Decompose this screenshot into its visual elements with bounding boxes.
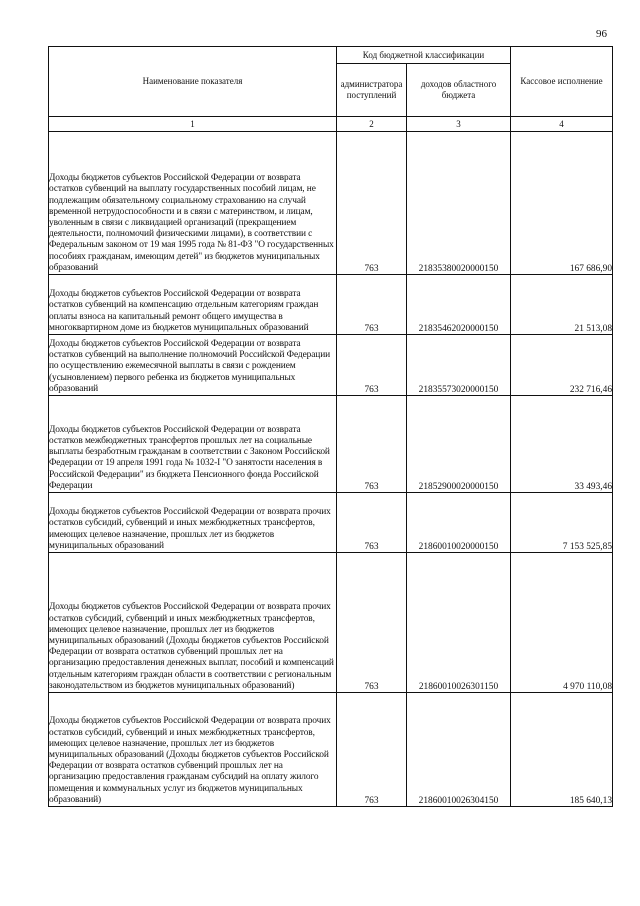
row-description: Доходы бюджетов субъектов Российской Федерации от возврата остатков субвенций на выплату государственных пособий лицам, не подлежащим обязательному социальному страхованию на случай временной нетрудоспособности и в связи с материнством, и лицам, уволенным в связи с ликвидацией организаций (прекращением деятельности, полномочий физическими лицами), в соответствии с Федеральным законом от 19 мая 1995 года № 81-ФЗ "О государственных пособиях гражданам, имеющим детей" из бюджетов муниципальных образований [49, 132, 337, 275]
row-description: Доходы бюджетов субъектов Российской Федерации от возврата остатков субвенций на компенсацию отдельным категориям граждан оплаты взноса на капитальный ремонт общего имущества в многоквартирном доме из бюджетов муниципальных образований [49, 275, 337, 335]
table-row [49, 275, 613, 335]
row-budget-code: 21835573020000150 [407, 335, 511, 396]
row-budget-code: 21835462020000150 [407, 275, 511, 335]
column-number-4: 4 [511, 117, 613, 132]
row-admin-code: 763 [337, 493, 407, 553]
row-budget-code: 21852900020000150 [407, 396, 511, 493]
column-number-3: 3 [407, 117, 511, 132]
row-budget-code: 21860010020000150 [407, 493, 511, 553]
row-admin-code: 763 [337, 132, 407, 275]
column-number-1: 1 [49, 117, 337, 132]
row-amount: 232 716,46 [511, 335, 613, 396]
row-amount: 4 970 110,08 [511, 553, 613, 693]
row-admin-code: 763 [337, 553, 407, 693]
revenue-code-header: доходов областного бюджета [407, 64, 511, 117]
column-number-2: 2 [337, 117, 407, 132]
row-amount: 185 640,13 [511, 693, 613, 807]
row-admin-code: 763 [337, 396, 407, 493]
budget-revenue-table [48, 46, 613, 807]
table-row [49, 493, 613, 553]
row-description: Доходы бюджетов субъектов Российской Федерации от возврата остатков межбюджетных трансфертов прошлых лет на социальные выплаты безработным гражданам в соответствии с Законом Российской Федерации от 19 апреля 1991 года № 1032-I "О занятости населения в Российской Федерации" из бюджета Пенсионного фонда Российской Федерации [49, 396, 337, 493]
table-row [49, 693, 613, 807]
row-admin-code: 763 [337, 693, 407, 807]
row-description: Доходы бюджетов субъектов Российской Федерации от возврата прочих остатков субсидий, субвенций и иных межбюджетных трансфертов, имеющих целевое назначение, прошлых лет из бюджетов муниципальных образований (Доходы бюджетов субъектов Российской Федерации от возврата остатков субвенций прошлых лет на организацию предоставления гражданам субсидий на оплату жилого помещения и коммунальных услуг из бюджетов муниципальных образований) [49, 693, 337, 807]
table-row [49, 132, 613, 275]
row-admin-code: 763 [337, 335, 407, 396]
row-budget-code: 21835380020000150 [407, 132, 511, 275]
row-description: Доходы бюджетов субъектов Российской Федерации от возврата остатков субвенций на выполнение полномочий Российской Федерации по осуществлению ежемесячной выплаты в связи с рождением (усыновлением) первого ребенка из бюджетов муниципальных образований [49, 335, 337, 396]
page-number: 96 [596, 28, 607, 40]
row-admin-code: 763 [337, 275, 407, 335]
budget-code-group-header: Код бюджетной классификации [337, 47, 511, 64]
row-budget-code: 21860010026301150 [407, 553, 511, 693]
admin-code-header: администратора поступлений [337, 64, 407, 117]
table-row [49, 396, 613, 493]
row-description: Доходы бюджетов субъектов Российской Федерации от возврата прочих остатков субсидий, субвенций и иных межбюджетных трансфертов, имеющих целевое назначение, прошлых лет из бюджетов муниципальных образований [49, 493, 337, 553]
row-amount: 167 686,90 [511, 132, 613, 275]
cash-execution-header: Кассовое исполнение [511, 47, 613, 117]
row-amount: 7 153 525,85 [511, 493, 613, 553]
indicator-name-header: Наименование показателя [49, 47, 337, 117]
row-budget-code: 21860010026304150 [407, 693, 511, 807]
row-amount: 21 513,08 [511, 275, 613, 335]
table-row [49, 335, 613, 396]
row-description: Доходы бюджетов субъектов Российской Федерации от возврата прочих остатков субсидий, субвенций и иных межбюджетных трансфертов, имеющих целевое назначение, прошлых лет из бюджетов муниципальных образований (Доходы бюджетов субъектов Российской Федерации от возврата остатков субвенций прошлых лет на организацию предоставления денежных выплат, пособий и компенсаций отдельным категориям граждан области в соответствии с региональным законодательством из бюджетов муниципальных образований) [49, 553, 337, 693]
row-amount: 33 493,46 [511, 396, 613, 493]
table-row [49, 553, 613, 693]
